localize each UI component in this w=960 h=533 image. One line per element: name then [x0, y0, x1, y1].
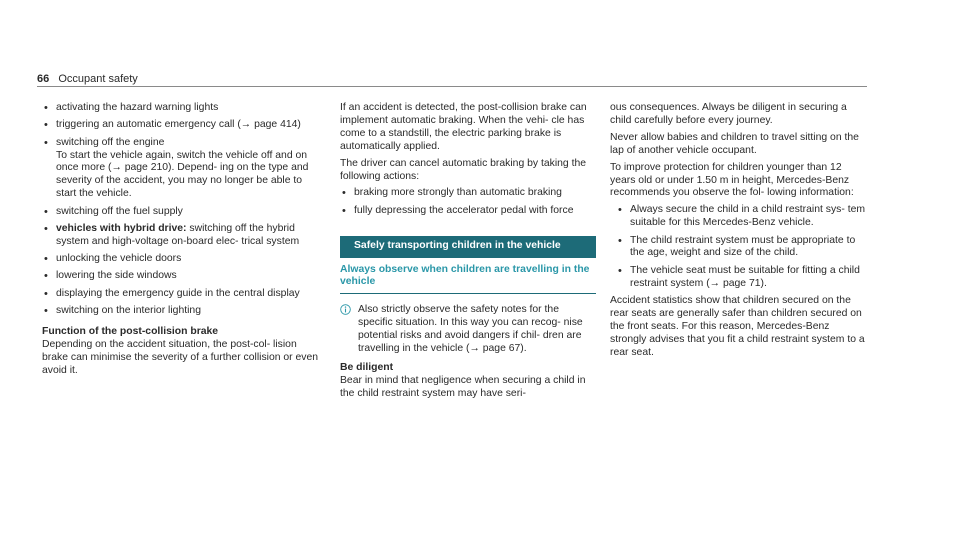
- column-right: [610, 102, 866, 363]
- list-item: • switching on the interior lighting: [42, 305, 324, 318]
- column-middle: [340, 102, 596, 405]
- paragraph: If an accident is detected, the post-collision brake can implement automatic braking. When the vehi- cle has come to a standstill, the electric parking brake is automatically applied.: [340, 102, 587, 152]
- cancel-actions-list: [340, 187, 596, 217]
- list-item-text: • switching off the engine: [56, 136, 165, 148]
- engine-note: To start the vehicle again, switch the vehicle off and on once more (→ page 210). Depend- ing on the type and severity of the accident, you may no longer be able to start the vehicle.: [56, 149, 309, 200]
- info-icon: [340, 304, 351, 315]
- recommendation-list: [610, 204, 866, 290]
- brake-heading: Function of the post-collision brake: [42, 325, 219, 337]
- paragraph: ous consequences. Always be diligent in securing a child carefully before every journey.: [610, 102, 847, 126]
- info-note-text: Also strictly observe the safety notes for the specific situation. In this way you can recog- nise potential risks and avoid dangers if chil- dren are travelling in the vehicle (→ page 67).: [358, 304, 583, 355]
- warning-divider: [340, 293, 596, 294]
- paragraph: Bear in mind that negligence when securing a child in the child restraint system may have seri-: [340, 374, 586, 399]
- list-item: • triggering an automatic emergency call (→ page 414): [42, 119, 324, 132]
- list-item: • fully depressing the accelerator pedal with force: [340, 205, 596, 218]
- hybrid-label: vehicles with hybrid drive:: [56, 222, 187, 234]
- list-item: • braking more strongly than automatic braking: [340, 187, 596, 200]
- page-number: 66: [37, 73, 50, 85]
- info-note: [340, 304, 596, 356]
- list-item: • switching off the fuel supply: [42, 206, 324, 219]
- paragraph: Never allow babies and children to travel sitting on the lap of another vehicle occupant.: [610, 131, 859, 156]
- paragraph: The driver can cancel automatic braking by taking the following actions:: [340, 157, 587, 182]
- paragraph: To improve protection for children younger than 12 years old or under 1.50 m in height, Mercedes-Benz recommends you observe the fol- lowing information:: [610, 161, 854, 199]
- warning-title: Always observe when children are travelling in the vehicle: [340, 263, 590, 288]
- list-item: • lowering the side windows: [42, 270, 324, 283]
- list-item: • activating the hazard warning lights: [42, 102, 324, 115]
- action-list: [58, 102, 324, 318]
- header-divider: [37, 86, 867, 87]
- section-name: Occupant safety: [58, 73, 138, 85]
- hybrid-text: switching off the hybrid system and high-voltage on-board elec- trical system: [56, 222, 300, 247]
- column-left: [42, 102, 324, 381]
- list-item: [42, 223, 324, 249]
- paragraph: Accident statistics show that children secured on the rear seats are generally safer than children secured on the front seats. For this reason, Mercedes-Benz strongly advises that you fit a child restraint system to a rear seat.: [610, 294, 865, 358]
- diligent-heading: Be diligent: [340, 361, 394, 373]
- list-item: [42, 137, 324, 202]
- list-item: • Always secure the child in a child restraint sys- tem suitable for this Mercedes-Benz vehicle.: [616, 204, 866, 230]
- page-header: [37, 73, 138, 85]
- section-heading: Safely transporting children in the vehicle: [340, 236, 596, 258]
- brake-paragraph: Depending on the accident situation, the post-col- lision brake can minimise the severity of a further collision or even avoid it.: [42, 338, 319, 376]
- list-item: • unlocking the vehicle doors: [42, 253, 324, 266]
- list-item: • The child restraint system must be appropriate to the age, weight and size of the child.: [616, 235, 866, 261]
- list-item: • The vehicle seat must be suitable for fitting a child restraint system (→ page 71).: [616, 265, 866, 291]
- list-item: • displaying the emergency guide in the central display: [42, 288, 324, 301]
